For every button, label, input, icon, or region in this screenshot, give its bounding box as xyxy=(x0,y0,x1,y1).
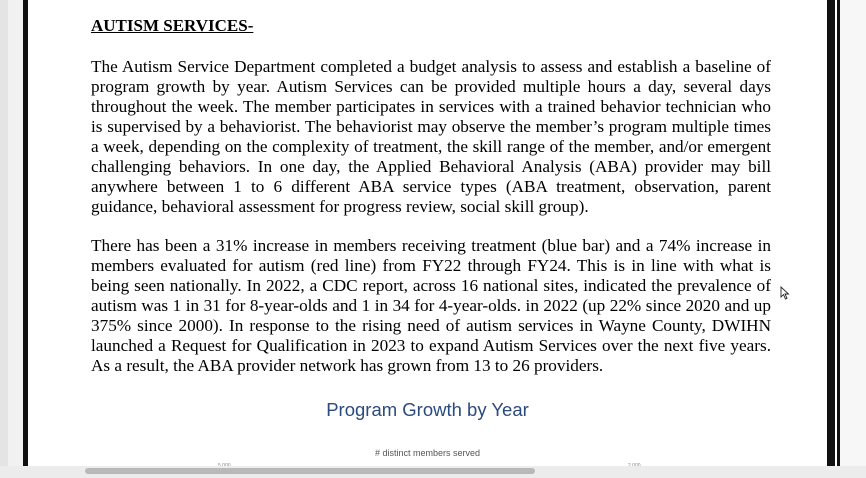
scrollbar-thumb[interactable] xyxy=(85,468,535,474)
chart-subtitle: # distinct members served xyxy=(374,448,481,458)
viewer-right-margin xyxy=(840,0,866,478)
chart-title: Program Growth by Year xyxy=(326,399,529,420)
document-page xyxy=(28,0,827,470)
paragraph-growth-prevalence: There has been a 31% increase in members receiving treatment (blue bar) and a 74% increase in members evaluated for autism (red line) from FY22 through FY24. This is in line with what is being seen nationally. In 2022, a CDC report, across 16 national sites, indicated the prevalence of autism was 1 in 31 for 8-year-olds and 1 in 34 for 4-year-olds. in 2022 (up 22% since 2020 and up 375% since 2000). In response to the rising need of autism services in Wayne County, DWIHN launched a Request for Qualification in 2023 to expand Autism Services over the next five years. As a result, the ABA provider network has grown from 13 to 26 providers. xyxy=(91,236,771,375)
section-heading: AUTISM SERVICES- xyxy=(91,16,254,35)
paragraph-budget-analysis: The Autism Service Department completed a budget analysis to assess and establish a baseline of program growth by year. Autism Services can be provided multiple hours a day, several days throughout the week. The member participates in services with a trained behavior technician who is supervised by a behaviorist. The behaviorist may observe the member’s program multiple times a week, depending on the complexity of treatment, the skill range of the member, and/or emergent challenging behaviors. In one day, the Applied Behavioral Analysis (ABA) provider may bill anywhere between 1 to 6 different ABA service types (ABA treatment, observation, parent guidance, behavioral assessment for progress review, social skill group). xyxy=(91,57,771,216)
viewer-left-edge xyxy=(0,0,8,478)
mouse-pointer-icon xyxy=(780,286,790,300)
page-border-right xyxy=(827,0,835,478)
